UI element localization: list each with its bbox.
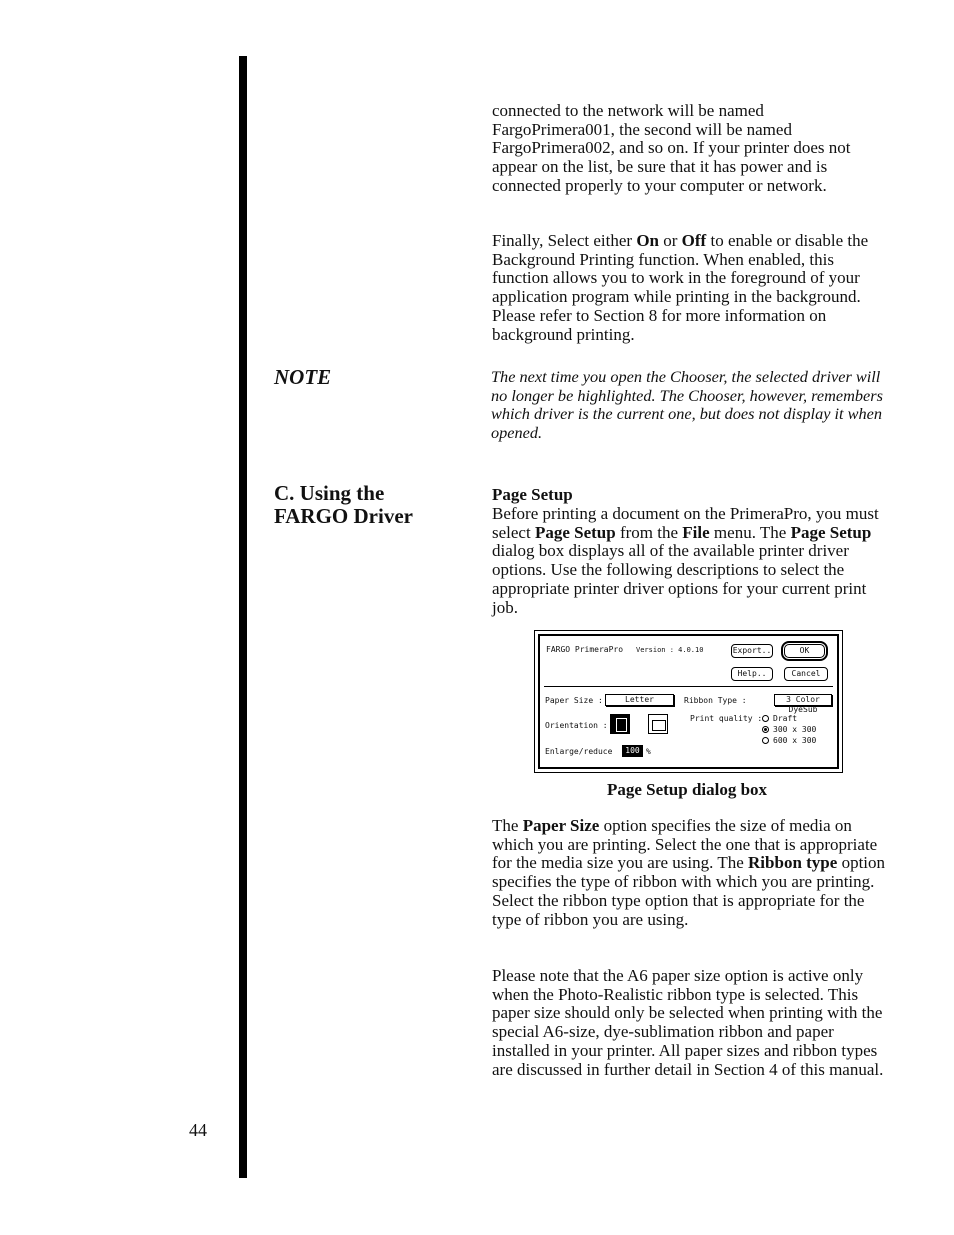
cancel-button[interactable]: Cancel: [784, 667, 828, 681]
help-button[interactable]: Help..: [731, 667, 773, 681]
margin-rule: [239, 56, 247, 1178]
page-number: 44: [189, 1120, 207, 1140]
enlarge-reduce-label: Enlarge/reduce: [545, 747, 613, 756]
dialog-version: Version : 4.0.10: [636, 646, 704, 654]
paper-size-select[interactable]: Letter: [605, 694, 674, 706]
ok-button[interactable]: OK: [784, 644, 825, 658]
ribbon-type-select[interactable]: 3 Color DyeSub: [774, 694, 832, 706]
quality-300-label: 300 x 300: [773, 725, 817, 734]
portrait-orientation-icon[interactable]: [610, 714, 630, 734]
quality-draft-label: Draft: [773, 714, 798, 723]
dialog-separator: [544, 686, 833, 687]
figure-caption: Page Setup dialog box: [606, 780, 768, 799]
export-button[interactable]: Export..: [731, 644, 773, 658]
quality-draft-radio[interactable]: [762, 715, 769, 722]
note-body: The next time you open the Chooser, the selected driver will no longer be highlighted. The Chooser, however, remembers which driver is the current one, but does not display it when opened.: [491, 367, 883, 443]
dialog-title: FARGO PrimeraPro: [546, 645, 624, 654]
intro-paragraph-1: connected to the network will be named FargoPrimera001, the second will be named FargoPrimera002, and so on. If your printer does not appear on the list, be sure that it has power and is connected properly to your computer or network.: [492, 101, 851, 195]
section-heading: C. Using the FARGO Driver: [274, 481, 413, 528]
page-setup-dialog: [534, 630, 843, 773]
print-quality-label: Print quality :: [690, 714, 763, 723]
paper-size-paragraph: The Paper Size option specifies the size of media on which you are printing. Select the one that is appropriate for the media size you are using. The Ribbon type option specifies the type of ribbon with which you are printing. Select the ribbon type option that is appropriate for the type of ribbon you are using.: [492, 816, 886, 929]
enlarge-reduce-input[interactable]: 100: [622, 745, 643, 757]
note-heading: NOTE: [274, 365, 332, 389]
orientation-label: Orientation :: [545, 721, 608, 730]
landscape-orientation-icon[interactable]: [648, 714, 668, 734]
page-setup-subheading: Page Setup: [492, 485, 573, 504]
quality-600-label: 600 x 300: [773, 736, 817, 745]
percent-sign: %: [646, 747, 651, 756]
quality-600-radio[interactable]: [762, 737, 769, 744]
a6-note-paragraph: Please note that the A6 paper size option is active only when the Photo-Realistic ribbon type is selected. This paper size should only be selected when printing with the special A6-size, dye-sublimation ribbon and paper installed in your printer. All paper sizes and ribbon types are discussed in further detail in Section 4 of this manual.: [492, 966, 884, 1079]
intro-paragraph-2: Finally, Select either On or Off to enable or disable the Background Printing function. When enabled, this function allows you to work in the foreground of your application program while printing in the background. Please refer to Section 8 for more information on background printing.: [492, 231, 869, 344]
ribbon-type-label: Ribbon Type :: [684, 696, 747, 705]
quality-300-radio[interactable]: [762, 726, 769, 733]
paper-size-label: Paper Size :: [545, 696, 603, 705]
page-setup-paragraph: Before printing a document on the PrimeraPro, you must select Page Setup from the File menu. The Page Setup dialog box displays all of the available printer driver options. Use the following descriptions to select the appropriate printer driver options for your current print job.: [492, 504, 879, 617]
